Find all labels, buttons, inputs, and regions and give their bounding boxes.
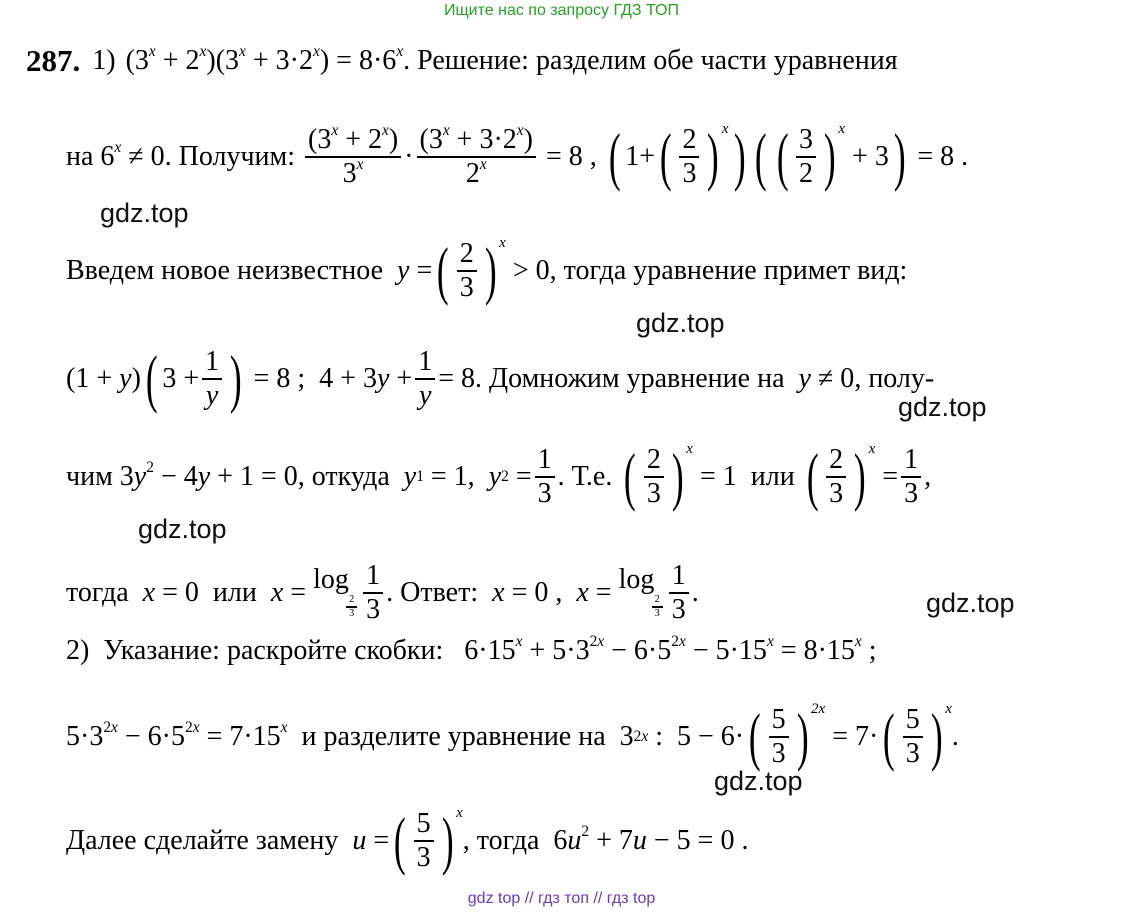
text-poluchim: . Получим: (164, 141, 296, 173)
fraction: $\frac{1}{3}$ (363, 560, 383, 626)
logarithm: log $\frac{2}{3}$ (619, 566, 666, 619)
parenthesized-expression: ( $\frac{2}{3}$ ) x (437, 234, 506, 306)
fraction: $\frac{(3^x + 3\cdot 2^x)}{2^x}$ (417, 124, 536, 190)
top-banner[interactable]: Ищите нас по запросу ГДЗ ТОП (444, 2, 679, 19)
watermark: gdz.top (100, 198, 189, 228)
part-1-label: 1) (92, 45, 116, 76)
solution-line-1 (26, 44, 898, 78)
fraction: $\frac{1}{3}$ (901, 444, 921, 510)
solution-line-4: (1 + y) ( 3 + $\frac{1}{y}$ ) = 8 ; 4 + 3 y + $\frac{1}{y}$ = 8 . Домножим уравнение на y ≠ 0 , полу- (66, 342, 935, 414)
solution-line-8: $5\cdot 3^{2x} - 6\cdot 5^{2x} = 7\cdot 15^x$ и разделите уравнение на 3 2x : 5 − 6· ( $\frac{5}{3}$ ) 2x = 7· ( $\frac{5}{3}$ ) x . (66, 700, 959, 772)
text-chim: чим (66, 461, 113, 493)
parenthesized-expression: ( $\frac{5}{3}$ ) x (883, 700, 952, 772)
text-togda: , тогда (462, 825, 540, 857)
text-divide: и разделите уравнение на (301, 721, 606, 753)
text-solution-intro: . Решение: разделим обе части уравнения (403, 45, 898, 76)
watermark: gdz.top (926, 588, 1015, 618)
text-otkuda: , откуда (297, 461, 390, 493)
fraction: $\frac{(3^x + 2^x)}{3^x}$ (305, 124, 401, 190)
logarithm: log $\frac{2}{3}$ (313, 566, 360, 619)
fraction: $\frac{1}{y}$ (415, 346, 435, 412)
text-ili: или (750, 461, 795, 493)
text-otvet: . Ответ: (386, 577, 479, 609)
simplified-equation: $5\cdot 3^{2x} - 6\cdot 5^{2x} = 7\cdot 15^x$ (66, 719, 288, 753)
solution-line-5: чим $3y^2 - 4y + 1 = 0$ , откуда y 1 = 1, y 2 = $\frac{1}{3}$ . Т.е. ( $\frac{2}{3}$ ) x = 1 или ( $\frac{2}{3}$ ) x = $\frac{1}{3}$ , (66, 440, 932, 512)
solution-line-3: Введем новое неизвестное y = ( $\frac{2}{3}$ ) x > 0 , тогда уравнение примет вид: (66, 234, 908, 306)
expanded-equation: $6\cdot 15^x + 5\cdot 3^{2x} - 6\cdot 5^{2x} - 5\cdot 15^x = 8\cdot 15^x$ ; (464, 632, 877, 666)
solution-line-6: тогда x = 0 или x = log $\frac{2}{3}$ $\frac{1}{3}$ . Ответ: x = 0 , x = log $\frac{2}{3}$ $\frac{1}{3}$ . (66, 560, 699, 626)
condition-nonzero: $6^x \ne 0$ (100, 139, 165, 173)
watermark: gdz.top (714, 766, 803, 796)
watermark: gdz.top (636, 308, 725, 338)
text-togda: тогда (66, 577, 129, 609)
text-equation-takes-form: , тогда уравнение примет вид: (549, 255, 908, 287)
quadratic-equation: $3y^2 - 4y + 1 = 0$ (119, 459, 298, 493)
equation-in-y: (1 + y) (66, 363, 141, 395)
text-na: на (66, 141, 94, 173)
fraction: $\frac{1}{3}$ (669, 560, 689, 626)
fraction: $\frac{1}{3}$ (535, 444, 555, 510)
watermark: gdz.top (898, 392, 987, 422)
parenthesized-expression: ( $\frac{5}{3}$ ) 2x (748, 700, 826, 772)
text-hint: Указание: раскройте скобки: (103, 635, 444, 666)
part-2-label: 2) (66, 635, 90, 666)
watermark: gdz.top (138, 514, 227, 544)
final-quadratic: $6u^2 + 7u - 5 = 0$ . (553, 823, 749, 857)
problem-number: 287. (26, 43, 81, 78)
solution-line-2: на $6^x \ne 0$ . Получим: $\frac{(3^x + 2^x)}{3^x}$ · $\frac{(3^x + 3\cdot 2^x)}{2^x}$ = 8 , ( 1+ ( $\frac{2}{3}$ ) x ) ( ( $\frac{3}{2}$ ) x + 3 ) = 8 . (66, 120, 969, 192)
parenthesized-expression: ( 1+ ( $\frac{2}{3}$ ) x ) (608, 120, 746, 192)
text-multiply: . Домножим уравнение на (475, 363, 785, 395)
parenthesized-expression: ( $\frac{2}{3}$ ) x (624, 440, 693, 512)
text-te: . Т.е. (557, 461, 613, 493)
solution-line-7 (66, 634, 877, 668)
parenthesized-expression: ( $\frac{5}{3}$ ) x (393, 804, 463, 876)
text-ili: или (212, 577, 257, 609)
text-new-unknown: Введем новое неизвестное (66, 255, 384, 287)
parenthesized-expression: ( 3 + $\frac{1}{y}$ ) (145, 342, 242, 414)
parenthesized-expression: ( $\frac{2}{3}$ ) x (806, 440, 876, 512)
bottom-banner[interactable]: gdz top // гдз топ // гдз top (467, 890, 656, 907)
equation-1: $(3^x + 2^x)(3^x + 3\cdot 2^x) = 8\cdot 6^x$ (125, 42, 404, 76)
parenthesized-expression: ( ( $\frac{3}{2}$ ) x + 3 ) (754, 120, 906, 192)
text-polu: , полу- (854, 363, 935, 395)
text-substitution: Далее сделайте замену (66, 825, 339, 857)
solution-line-9: Далее сделайте замену u = ( $\frac{5}{3}$ ) x , тогда $6u^2 + 7u - 5 = 0$ . (66, 804, 749, 876)
